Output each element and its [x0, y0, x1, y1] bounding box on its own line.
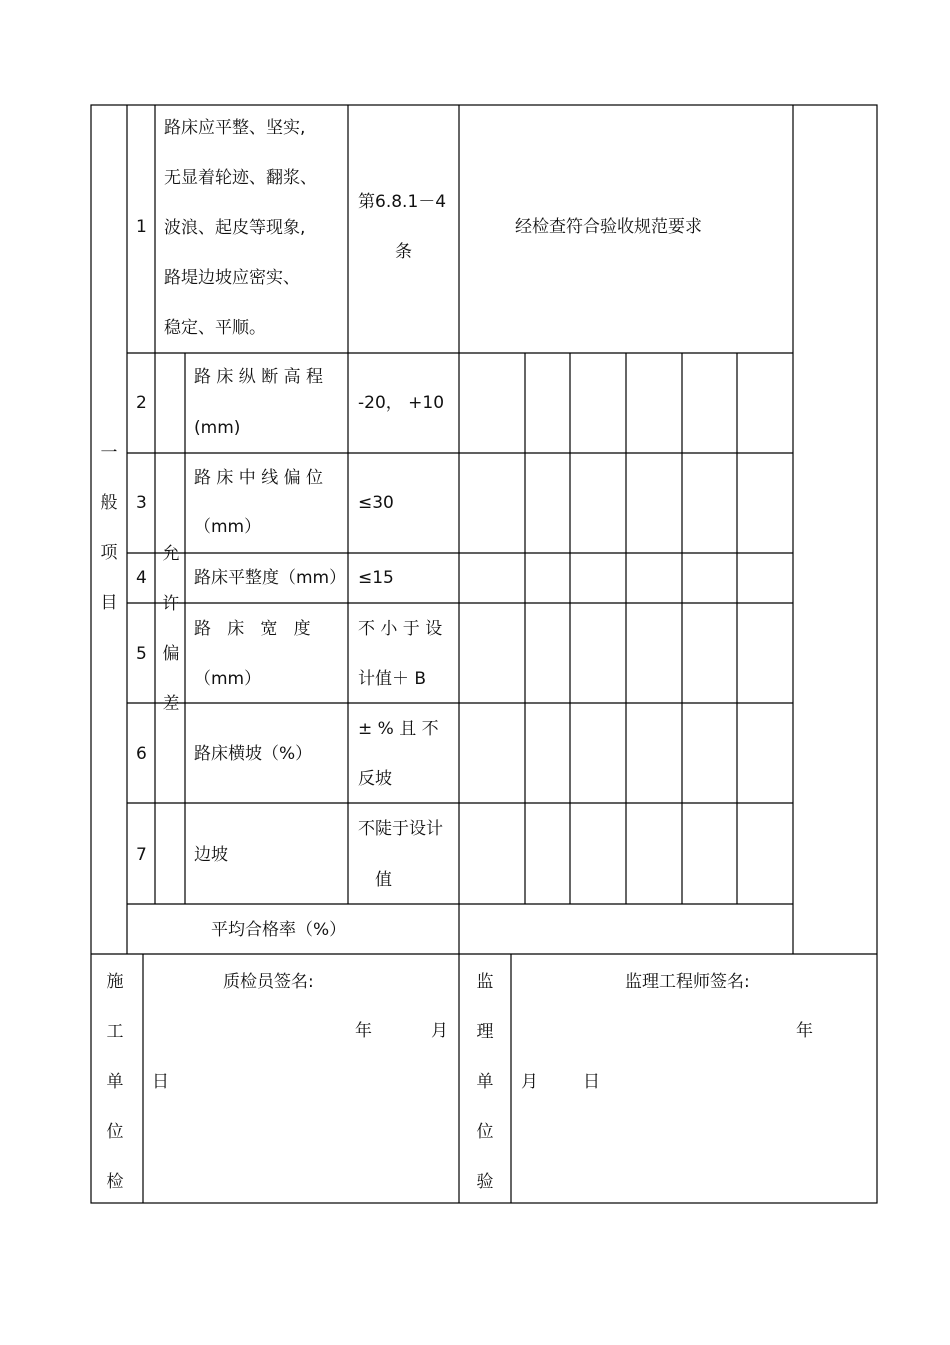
row-7-standard-line: 值: [375, 870, 392, 890]
row-number: 4: [136, 568, 147, 588]
construction-label-char: 单: [106, 1072, 124, 1092]
general-items-label: [94, 428, 124, 628]
row-6-standard-line: 反坡: [358, 769, 392, 789]
item-line: 路床应平整、坚实,: [164, 118, 306, 138]
group-label-char: 一: [100, 443, 118, 463]
left-month-label: 月: [431, 1021, 448, 1041]
row-5-standard-line: 不 小 于 设: [358, 619, 443, 639]
construction-label-char: 位: [106, 1122, 124, 1142]
deviation-label-char: 偏: [162, 644, 180, 664]
group-label-char: 目: [100, 593, 118, 613]
item-line: 无显着轮迹、翻浆、: [164, 168, 317, 188]
row-number: 5: [136, 644, 147, 664]
item-line: 稳定、平顺。: [164, 318, 266, 338]
supervision-label-char: 理: [476, 1022, 494, 1042]
row-number: 3: [136, 493, 147, 513]
group-label-char: 般: [100, 493, 118, 513]
item-line: 路堤边坡应密实、: [164, 268, 300, 288]
row-4-item-line: 路床平整度（mm）: [194, 568, 347, 588]
row-2-standard: -20， +10: [358, 393, 445, 413]
supervision-label-char: 监: [476, 972, 494, 992]
row-5-item-line: （mm）: [194, 669, 262, 689]
average-pass-rate-label: 平均合格率（%）: [211, 920, 347, 940]
deviation-label-char: 允: [162, 544, 180, 564]
row-3-standard: ≤30: [358, 493, 394, 513]
supervision-label-char: 单: [476, 1072, 494, 1092]
row-3-item-line: （mm）: [194, 517, 262, 537]
row-4-standard: ≤15: [358, 568, 394, 588]
construction-label-char: 检: [106, 1172, 124, 1192]
supervision-label-char: 验: [476, 1172, 494, 1192]
row-5-standard-line: 计值＋ B: [358, 669, 427, 689]
engineer-signature-label: 监理工程师签名:: [625, 972, 750, 992]
row-1-standard-line: 第6.8.1－4: [358, 192, 447, 212]
deviation-label-char: 许: [162, 594, 180, 614]
right-year-label: 年: [796, 1021, 813, 1041]
allowed-deviation-label: [156, 529, 186, 729]
row-6-standard-line: ± % 且 不: [358, 719, 439, 739]
row-7-item-line: 边坡: [194, 845, 228, 865]
construction-label-char: 施: [106, 972, 124, 992]
row-2-item-line: 路 床 纵 断 高 程: [194, 367, 324, 387]
row-number: 2: [136, 393, 147, 413]
supervision-unit-label: [470, 957, 500, 1207]
row-number: 1: [136, 217, 147, 237]
construction-unit-label: [100, 957, 130, 1207]
supervision-label-char: 位: [476, 1122, 494, 1142]
left-day-label: 日: [152, 1072, 169, 1092]
row-7-standard-line: 不陡于设计: [358, 819, 443, 839]
row-number: 7: [136, 845, 147, 865]
row-1-result: 经检查符合验收规范要求: [515, 217, 702, 237]
inspector-signature-label: 质检员签名:: [223, 972, 314, 992]
left-year-label: 年: [355, 1021, 372, 1041]
row-5-item-line: 路 床 宽 度: [194, 619, 311, 639]
row-1-standard-line: 条: [395, 242, 412, 262]
row-2-item-line: (mm): [194, 418, 241, 438]
row-3-item-line: 路 床 中 线 偏 位: [194, 468, 324, 488]
group-label-char: 项: [100, 543, 118, 563]
right-day-label: 日: [583, 1072, 600, 1092]
item-line: 波浪、起皮等现象,: [164, 218, 306, 238]
deviation-label-char: 差: [162, 694, 180, 714]
row-6-item-line: 路床横坡（%）: [194, 744, 313, 764]
right-month-label: 月: [521, 1072, 538, 1092]
row-number: 6: [136, 744, 147, 764]
row-1-item: [164, 103, 317, 353]
construction-label-char: 工: [106, 1022, 124, 1042]
